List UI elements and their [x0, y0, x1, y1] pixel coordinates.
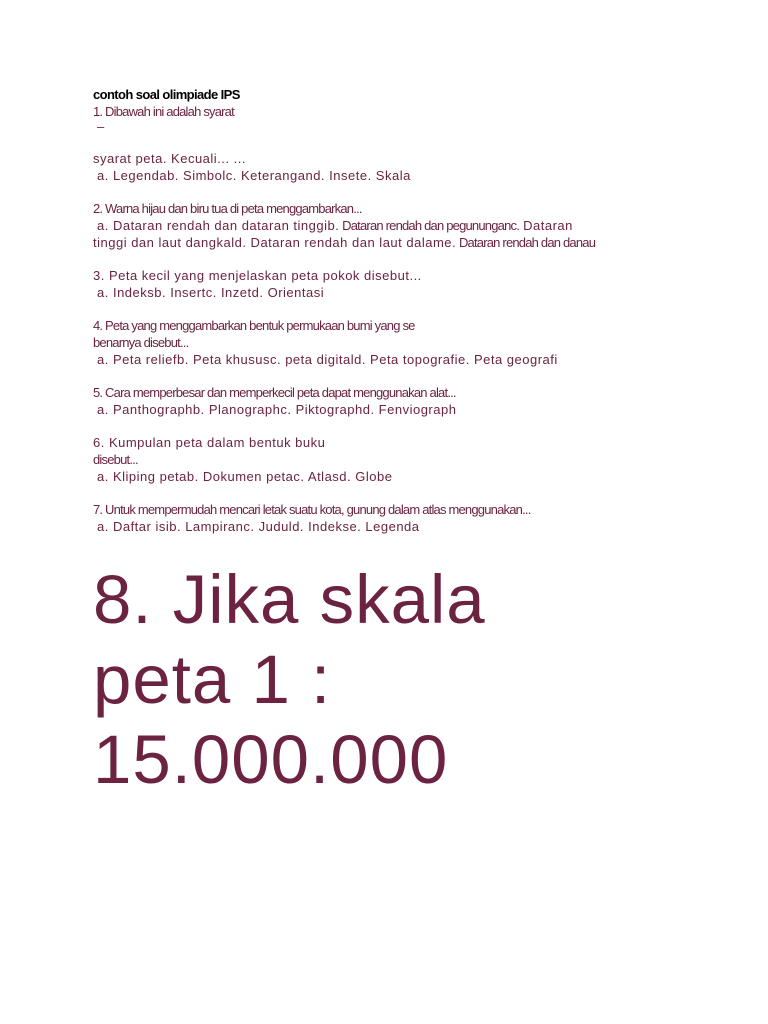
question-2-option-e: Dataran rendah dan danau	[456, 235, 596, 250]
question-8-large	[93, 560, 486, 800]
question-3: 3. Peta kecil yang menjelaskan peta pokok disebut...	[93, 268, 422, 283]
question-5-options: a. Panthographb. Planographc. Piktographd. Fenviograph	[97, 402, 457, 417]
question-8-line-3: 15.000.000	[93, 721, 449, 798]
question-2-option-c-part-1: Dataran	[519, 218, 573, 233]
question-2-options-line-2	[93, 234, 733, 251]
question-4-options: a. Peta reliefb. Peta khususc. peta digitald. Peta topografie. Peta geografi	[97, 352, 558, 367]
question-1-dash: –	[97, 119, 105, 134]
question-2: 2. Warna hijau dan biru tua di peta menggambarkan...	[93, 201, 362, 216]
question-1-options: a. Legendab. Simbolc. Keterangand. Insete. Skala	[97, 168, 411, 183]
question-8-line-1: 8. Jika skala	[93, 561, 486, 638]
question-4-line-1: 4. Peta yang menggambarkan bentuk permukaan bumi yang se	[93, 318, 415, 333]
question-1-line-2: syarat peta. Kecuali... ...	[93, 151, 246, 166]
question-8-line-2: peta 1 :	[93, 641, 332, 718]
question-6-line-2: disebut...	[93, 452, 138, 467]
question-6-line-1: 6. Kumpulan peta dalam bentuk buku	[93, 435, 326, 450]
question-3-options: a. Indeksb. Insertc. Inzetd. Orientasi	[97, 285, 325, 300]
question-7-options: a. Daftar isib. Lampiranc. Juduld. Indekse. Legenda	[97, 519, 420, 534]
question-4-line-2: benarnya disebut...	[93, 335, 189, 350]
document-title: contoh soal olimpiade IPS	[93, 87, 240, 102]
question-2-option-b: Dataran rendah dan pegununganc.	[339, 218, 520, 233]
document-body	[93, 87, 733, 535]
question-7: 7. Untuk mempermudah mencari letak suatu kota, gunung dalam atlas menggunakan...	[93, 502, 531, 517]
question-5: 5. Cara memperbesar dan memperkecil peta dapat menggunakan alat...	[93, 385, 456, 400]
question-2-option-c-part-2: tinggi dan laut dangkald. Dataran rendah dan laut dalame.	[93, 235, 457, 250]
question-2-options-line-1	[93, 217, 733, 234]
question-2-option-a: a. Dataran rendah dan dataran tinggib.	[97, 218, 340, 233]
question-1-line-1: 1. Dibawah ini adalah syarat	[93, 104, 234, 119]
question-6-options: a. Kliping petab. Dokumen petac. Atlasd. Globe	[97, 469, 393, 484]
